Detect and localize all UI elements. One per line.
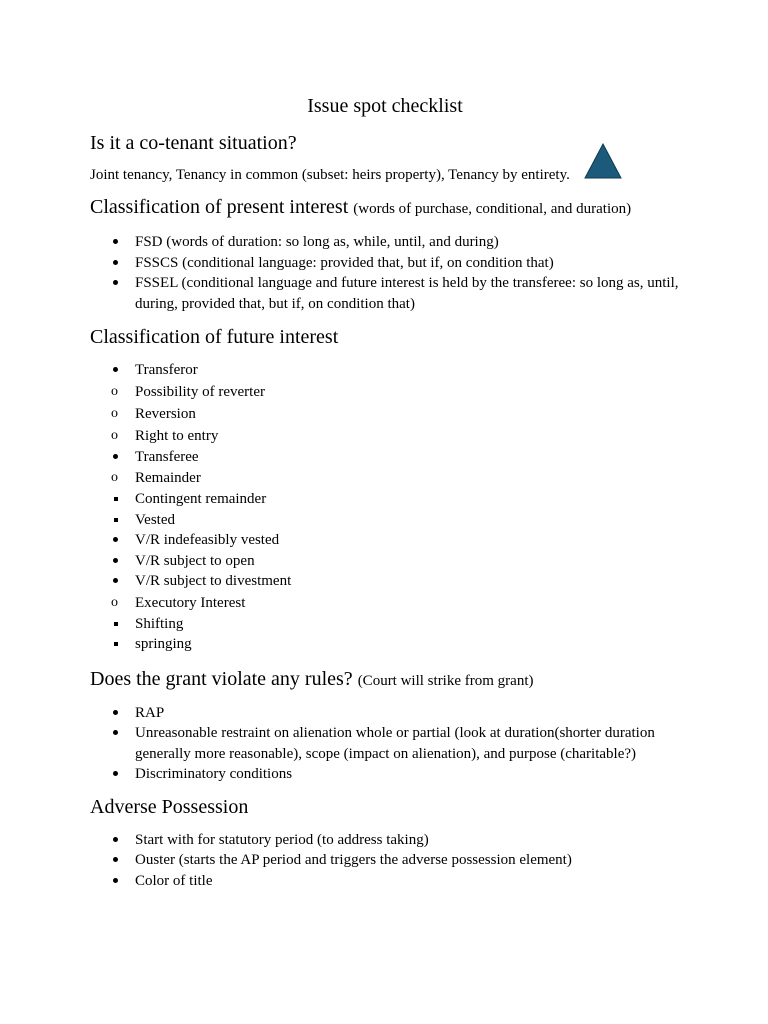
list-item: V/R indefeasibly vested <box>90 530 680 551</box>
future-interest-list <box>90 360 680 655</box>
list-item: FSSCS (conditional language: provided that, but if, on condition that) <box>90 253 680 274</box>
rules-list <box>90 703 680 785</box>
list-item: o Right to entry <box>111 427 219 444</box>
list-item-transferee <box>90 447 680 655</box>
cotenant-text: Joint tenancy, Tenancy in common (subset: heirs property), Tenancy by entirety. <box>90 167 570 183</box>
transferor-label: Transferor <box>135 362 198 378</box>
list-item: o Reversion <box>111 405 196 422</box>
list-item-executory: o Executory Interest Shifting springing <box>90 592 680 655</box>
transferee-label: Transferee <box>135 448 199 465</box>
rules-heading-text: Does the grant violate any rules? <box>90 667 353 690</box>
present-heading-sub: (words of purchase, conditional, and duration) <box>353 201 632 217</box>
rules-heading-sub: (Court will strike from grant) <box>357 672 534 689</box>
heading-rules <box>90 666 680 694</box>
list-item: Shifting <box>90 614 680 635</box>
transferee-sublist <box>90 467 680 655</box>
list-item-transferor <box>90 360 680 447</box>
list-item: Color of title <box>90 871 680 892</box>
list-item: Contingent remainder <box>90 489 680 510</box>
list-item: o Possibility of reverter <box>111 383 265 400</box>
transferor-sublist <box>90 381 680 447</box>
heading-future-interest: Classification of future interest <box>90 326 339 348</box>
remainder-sublist <box>90 489 680 592</box>
heading-adverse-possession: Adverse Possession <box>90 795 249 818</box>
list-item: Ouster (starts the AP period and triggers the adverse possession element) <box>90 850 680 871</box>
list-item: springing <box>90 634 680 655</box>
list-item: V/R subject to divestment <box>90 571 680 592</box>
list-item-remainder: o Remainder Contingent remainder Vested V/R indefeasibly vested V/R subject to open V/R subject to divestment <box>90 467 680 592</box>
present-interest-list <box>90 232 680 314</box>
heading-present-interest <box>90 194 680 222</box>
list-item: V/R subject to open <box>90 551 680 572</box>
list-item: FSD (words of duration: so long as, while, until, and during) <box>90 232 680 253</box>
triangle-shape <box>584 143 622 179</box>
executory-sublist <box>90 614 680 655</box>
list-item: RAP <box>90 703 680 724</box>
list-item: Discriminatory conditions <box>90 764 680 785</box>
list-item: FSSEL (conditional language and future interest is held by the transferee: so long as, until, during, provided that, but if, on condition that) <box>90 273 680 314</box>
vested-sublist <box>90 530 680 592</box>
list-item: Start with for statutory period (to address taking) <box>90 830 680 851</box>
adverse-possession-list <box>90 830 680 892</box>
page-title: Issue spot checklist <box>307 95 463 117</box>
list-item: Unreasonable restraint on alienation whole or partial (look at duration(shorter duration generally more reasonable), scope (impact on alienation), and purpose (charitable?) <box>90 723 680 764</box>
cotenant-paragraph <box>90 165 680 185</box>
document-page <box>90 92 680 891</box>
list-item-vested: Vested V/R indefeasibly vested V/R subject to open V/R subject to divestment <box>90 510 680 592</box>
heading-cotenant: Is it a co-tenant situation? <box>90 132 297 154</box>
present-heading-text: Classification of present interest <box>90 196 349 218</box>
